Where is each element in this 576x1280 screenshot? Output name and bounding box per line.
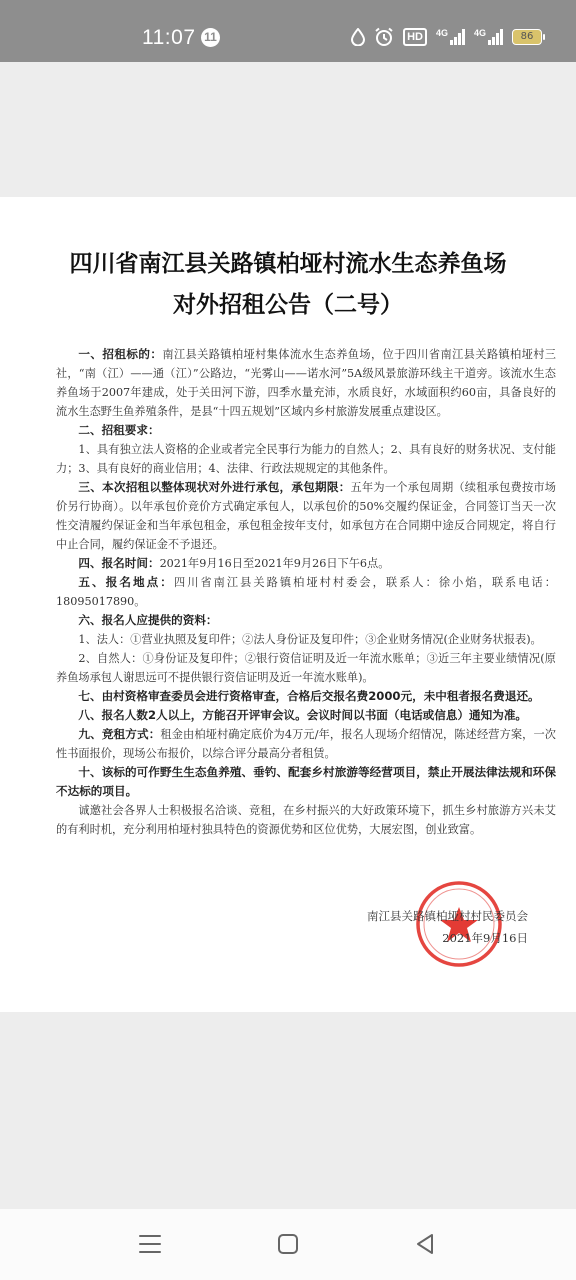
paragraph: 九、竞租方式：租金由柏垭村确定底价为4万元/年，报名人现场介绍情况，陈述经营方案，一次性书面报价，现场公布报价，以综合评分最高分者租赁。 [56, 727, 556, 760]
paragraph: 五、报名地点：四川省南江县关路镇柏垭村村委会，联系人：徐小焰，联系电话：18095017890。 [56, 575, 556, 608]
document-page[interactable] [0, 197, 576, 1012]
paragraph: 十、该标的可作野生生态鱼养殖、垂钓、配套乡村旅游等经营项目，禁止开展法律法规和环保不达标的项目。 [56, 765, 556, 798]
paragraph: 三、本次招租以整体现状对外进行承包，承包期限：五年为一个承包周期（续租承包费按市场价另行协商）。以年承包价竞价方式确定承包人，以承包价的50%交履约保证金，合同签订当天一次性交清履约保证金和当年承包租金，承包租金按年支付，如承包方在合同期中途反合同规定，将自行中止合同，履约保证金不予退还。 [56, 480, 556, 551]
signature-block [367, 905, 528, 949]
hd-icon: HD [403, 28, 427, 46]
paragraph: 二、招租要求： [78, 423, 160, 437]
paragraph: 六、报名人应提供的资料： [78, 613, 218, 627]
alarm-icon [374, 27, 394, 47]
status-icons [351, 24, 542, 50]
home-icon[interactable] [271, 1227, 305, 1261]
paragraph: 诚邀社会各界人士积极报名洽谈、竞租，在乡村振兴的大好政策环境下，抓生乡村旅游方兴未艾的有利时机，充分利用柏垭村独具特色的资源优势和区位优势，大展宏图，创业致富。 [56, 804, 556, 836]
signature-org: 南江县关路镇柏垭村村民委员会 [367, 909, 528, 923]
battery-icon: 86 [512, 29, 542, 45]
paragraph: 四、报名时间：2021年9月16日至2021年9月26日下午6点。 [78, 556, 390, 570]
signal-icon [436, 29, 465, 45]
notification-badge: 11 [201, 28, 220, 47]
paragraph: 八、报名人数2人以上，方能召开评审会议。会议时间以书面（电话或信息）通知为准。 [78, 708, 528, 722]
menu-icon[interactable] [133, 1227, 167, 1261]
navigation-bar [0, 1209, 576, 1280]
signature-date: 2021年9月16日 [442, 931, 528, 945]
document-title-line2: 对外招租公告（二号） [173, 291, 403, 318]
paragraph: 七、由村资格审查委员会进行资格审查，合格后交报名费2000元，未中租者报名费退还。 [78, 689, 540, 703]
document-body [56, 345, 556, 839]
paragraph: 2、自然人：①身份证及复印件；②银行资信证明及近一年流水账单；③近三年主要业绩情况(原养鱼场承包人谢思远可不提供银行资信证明及近一年流水账单)。 [56, 652, 556, 684]
paragraph: 1、法人：①营业执照及复印件；②法人身份证及复印件；③企业财务情况(企业财务状报表)。 [78, 633, 542, 646]
network-type-2: 4G [473, 28, 486, 38]
signal-icon-2 [474, 29, 503, 45]
network-type-1: 4G [435, 28, 448, 38]
paragraph: 1、具有独立法人资格的企业或者完全民事行为能力的自然人；2、具有良好的财务状况、支付能力；3、具有良好的商业信用；4、法律、行政法规规定的其他条件。 [56, 443, 556, 475]
document-title-line1: 四川省南江县关路镇柏垭村流水生态养鱼场 [69, 250, 507, 277]
paragraph: 一、招租标的：南江县关路镇柏垭村集体流水生态养鱼场，位于四川省南江县关路镇柏垭村三社，“南（江）——通（江）”公路边，“光雾山——诺水河”5A级风景旅游环线主干道旁。该流水生态养鱼场于2007年建成，处于关田河下游，四季水量充沛，水质良好，水域面积约60亩，具备良好的流水生态野生鱼养殖条件，是县“十四五规划”区域内乡村旅游发展重点建设区。 [56, 347, 556, 418]
status-bar [0, 0, 576, 62]
status-time: 11:07 [142, 26, 196, 49]
water-drop-icon [351, 28, 365, 46]
back-icon[interactable] [408, 1227, 442, 1261]
